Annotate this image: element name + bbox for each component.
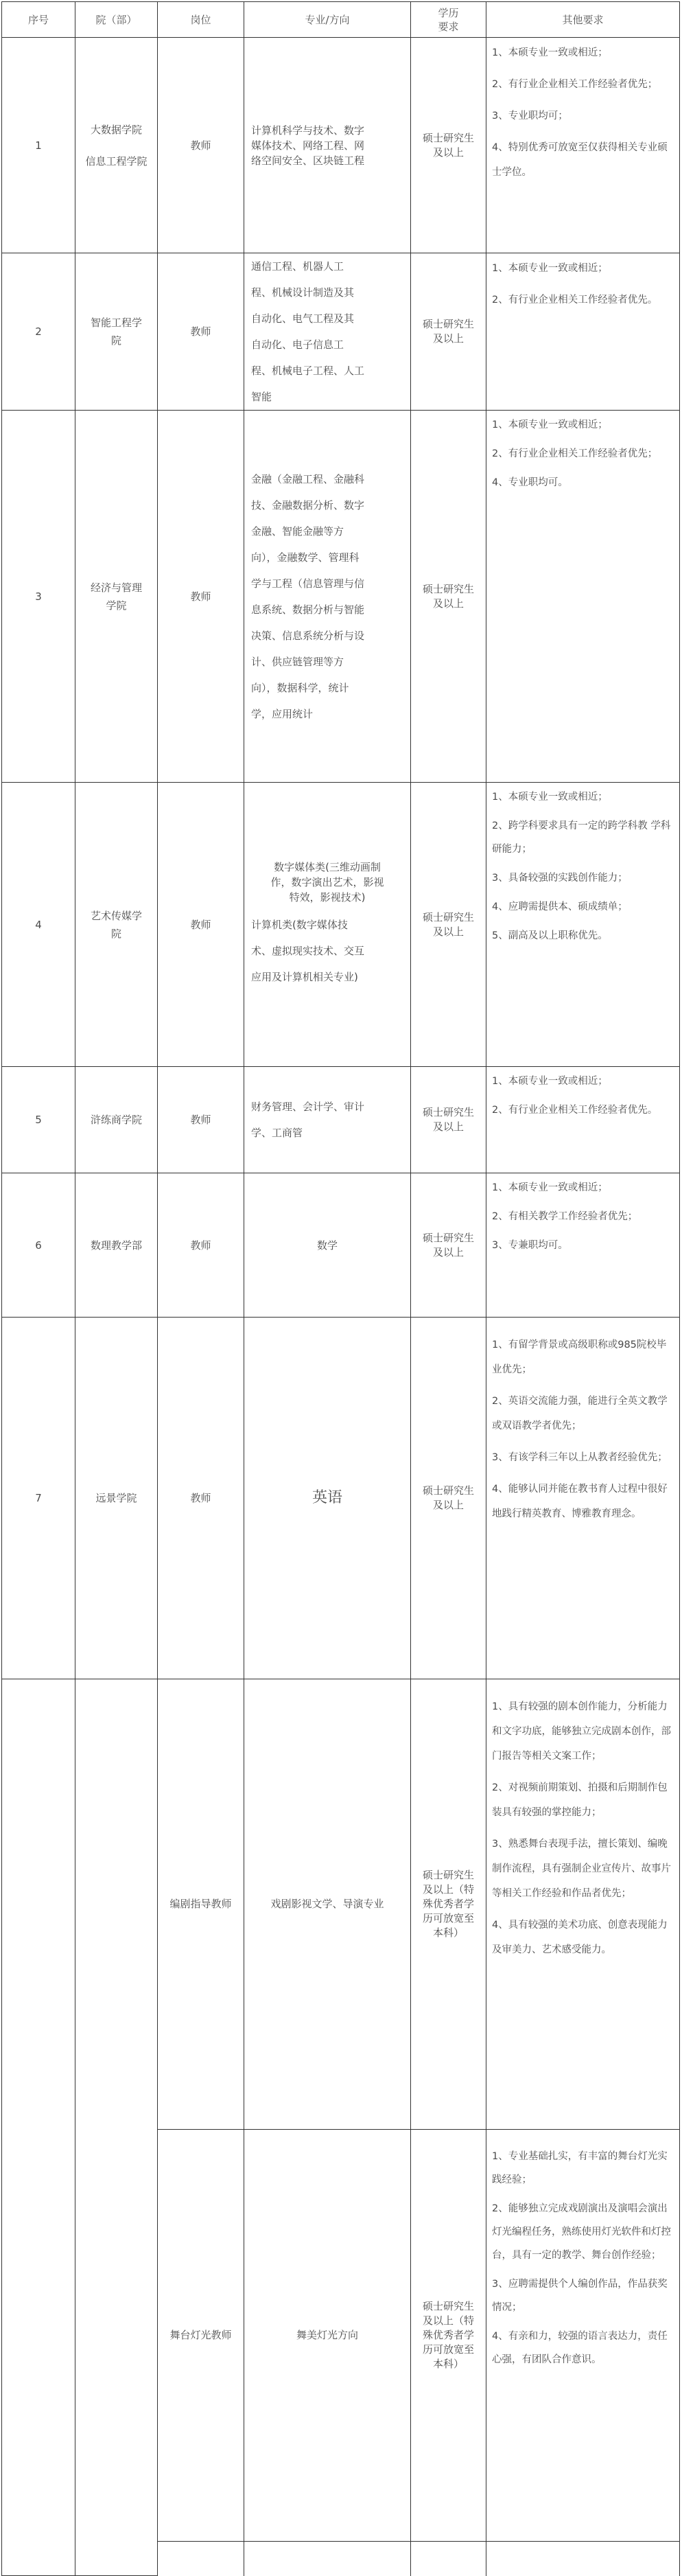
degree-line: 硕士研究生 — [422, 582, 474, 595]
seq-cell: 5 — [2, 1067, 75, 1173]
header-college: 院（部） — [75, 2, 158, 38]
major-cell: 英语 — [244, 1318, 411, 1679]
header-seq: 序号 — [2, 2, 75, 38]
table-row — [2, 411, 680, 783]
header-major: 专业/方向 — [244, 2, 411, 38]
requirement-item: 1、专业基础扎实，有丰富的舞台灯光实践经验； — [492, 2150, 668, 2185]
major-line: 媒体技术、网络工程、网 — [251, 139, 365, 152]
college-line: 数理教学部 — [90, 1239, 142, 1252]
major-line: 术、虚拟现实技术、交互 — [251, 944, 365, 957]
college-line: 信息工程学院 — [85, 154, 148, 168]
college-cell — [75, 1173, 158, 1318]
degree-line: 本科） — [432, 1926, 464, 1939]
major-line: 金融（金融工程、金融科 — [251, 472, 365, 485]
position-cell: 教师 — [158, 1067, 244, 1173]
empty-cell — [244, 2541, 411, 2575]
degree-cell — [411, 1173, 486, 1318]
requirement-item: 2、英语交流能力强，能进行全英文教学或双语教学者优先； — [492, 1396, 668, 1432]
table-row — [2, 1318, 680, 1679]
seq-cell — [2, 1679, 75, 2575]
requirement-item: 5、副高及以上职称优先。 — [492, 930, 608, 942]
requirement-item: 4、具有较强的美术功底、创意表现能力及审美力、艺术感受能力。 — [492, 1919, 668, 1955]
degree-line: 硕士研究生 — [422, 1868, 474, 1881]
requirement-item: 1、本硕专业一致或相近； — [492, 263, 608, 275]
major-line: 学、工商管 — [251, 1127, 303, 1140]
degree-line: 殊优秀者学 — [422, 1897, 474, 1910]
major-cell: 舞美灯光方向 — [244, 2129, 411, 2541]
requirement-item: 2、有行业企业相关工作经验者优先； — [492, 448, 658, 460]
college-line: 远景学院 — [95, 1492, 137, 1505]
major-line: 通信工程、机器人工 — [251, 260, 344, 273]
table-row — [2, 1173, 680, 1318]
table-row — [2, 253, 680, 411]
requirement-item: 4、能够认同并能在教书育人过程中很好地践行精英教育、博雅教育理念。 — [492, 1484, 668, 1520]
major-line: 学与工程（信息管理与信 — [251, 577, 365, 590]
degree-line: 及以上（特 — [422, 1883, 474, 1896]
header-other: 其他要求 — [486, 2, 680, 38]
degree-line: 历可放宽至 — [422, 1911, 474, 1924]
requirement-item: 3、具备较强的实践创作能力； — [492, 873, 628, 884]
college-cell — [75, 783, 158, 1067]
requirement-item: 3、有该学科三年以上从教者经验优先； — [492, 1452, 668, 1464]
position-cell: 教师 — [158, 411, 244, 783]
degree-line: 硕士研究生 — [422, 910, 474, 923]
position-cell: 编剧指导教师 — [158, 1679, 244, 2129]
requirement-item: 2、有行业企业相关工作经验者优先； — [492, 79, 658, 90]
major-line: 作，数字演出艺术，影视 — [270, 875, 384, 888]
table-row — [2, 1679, 680, 2129]
position-cell: 教师 — [158, 1173, 244, 1318]
position-cell: 教师 — [158, 1318, 244, 1679]
requirement-item: 2、能够独立完成戏剧演出及演唱会演出灯光编程任务，熟练使用灯光软件和灯控台，具有一定的教学、舞台创作经验； — [492, 2203, 671, 2261]
degree-cell — [411, 2129, 486, 2541]
requirement-item: 2、跨学科要求具有一定的跨学科教 学科研能力； — [492, 820, 671, 855]
seq-cell: 1 — [2, 38, 75, 253]
requirement-item: 1、本硕专业一致或相近； — [492, 792, 608, 803]
header-degree-line1: 学历 — [438, 6, 459, 19]
degree-cell — [411, 1067, 486, 1173]
header-position: 岗位 — [158, 2, 244, 38]
college-cell — [75, 411, 158, 783]
requirement-item: 4、特别优秀可放宽至仅获得相关专业硕士学位。 — [492, 142, 668, 178]
degree-cell — [411, 38, 486, 253]
major-cell: 戏剧影视文学、导演专业 — [244, 1679, 411, 2129]
requirement-item: 2、对视频前期策划、拍摄和后期制作包装具有较强的掌控能力； — [492, 1782, 668, 1818]
college-line: 智能工程学 — [90, 317, 142, 330]
degree-line: 及以上 — [432, 1120, 464, 1134]
other-cell — [486, 1318, 680, 1679]
seq-cell: 2 — [2, 253, 75, 411]
major-line: 自动化、电气工程及其 — [251, 312, 355, 325]
requirement-item: 4、应聘需提供本、硕成绩单； — [492, 901, 628, 913]
degree-line: 及以上（特 — [422, 2314, 474, 2327]
major-line: 自动化、电子信息工 — [251, 338, 344, 352]
requirement-item: 1、本硕专业一致或相近； — [492, 1182, 608, 1194]
degree-line: 硕士研究生 — [422, 1106, 474, 1119]
degree-line: 硕士研究生 — [422, 318, 474, 331]
requirement-item: 2、有相关教学工作经验者优先； — [492, 1211, 638, 1223]
degree-line: 及以上 — [432, 1245, 464, 1258]
requirement-item: 1、有留学背景或高级职称或985院校毕业优先； — [492, 1339, 667, 1376]
college-line: 学院 — [106, 599, 127, 612]
major-line: 特效，影视技术) — [289, 890, 366, 904]
position-cell: 舞台灯光教师 — [158, 2129, 244, 2541]
degree-line: 硕士研究生 — [422, 1484, 474, 1497]
major-line: 决策、信息系统分析与设 — [251, 629, 365, 642]
major-line: 计算机类(数字媒体技 — [251, 918, 348, 931]
other-cell — [486, 1173, 680, 1318]
requirement-item: 4、有亲和力，较强的语言表达力，责任心强，有团队合作意识。 — [492, 2330, 668, 2365]
degree-line: 硕士研究生 — [422, 2299, 474, 2312]
seq-cell: 3 — [2, 411, 75, 783]
other-cell — [486, 38, 680, 253]
requirement-item: 3、专兼职均可。 — [492, 1240, 568, 1252]
header-row — [2, 2, 680, 38]
seq-cell: 6 — [2, 1173, 75, 1318]
other-cell — [486, 783, 680, 1067]
major-line: 络空间安全、区块链工程 — [251, 154, 365, 167]
college-line: 浒练商学院 — [90, 1114, 142, 1127]
other-cell — [486, 253, 680, 411]
major-line: 息系统、数据分析与智能 — [251, 603, 365, 616]
college-cell — [75, 1318, 158, 1679]
position-cell: 教师 — [158, 253, 244, 411]
major-line: 学，应用统计 — [251, 707, 314, 720]
requirement-item: 3、熟悉舞台表现手法，擅长策划、编晚制作流程，具有强制企业宣传片、故事片等相关工作经验和作品者优先； — [492, 1838, 671, 1899]
major-cell — [244, 783, 411, 1067]
college-line: 艺术传媒学 — [90, 909, 142, 922]
degree-line: 硕士研究生 — [422, 1231, 474, 1244]
requirement-item: 1、本硕专业一致或相近； — [492, 47, 608, 58]
degree-line: 本科） — [432, 2357, 464, 2370]
seq-cell: 7 — [2, 1318, 75, 1679]
college-line: 院 — [110, 334, 121, 347]
table-row — [2, 38, 680, 253]
recruitment-table — [1, 1, 680, 2576]
table-row — [2, 783, 680, 1067]
other-cell — [486, 411, 680, 783]
college-line: 大数据学院 — [90, 123, 142, 136]
degree-line: 及以上 — [432, 332, 464, 345]
major-line: 向），数据科学，统计 — [251, 681, 349, 694]
degree-line: 历可放宽至 — [422, 2343, 474, 2356]
other-cell — [486, 1067, 680, 1173]
college-cell — [75, 1679, 158, 2575]
requirement-item: 2、有行业企业相关工作经验者优先。 — [492, 1105, 658, 1116]
degree-line: 硕士研究生 — [422, 131, 474, 144]
major-line: 程、机械电子工程、人工 — [251, 365, 365, 378]
requirement-item: 1、本硕专业一致或相近； — [492, 1076, 608, 1088]
major-line: 智能 — [251, 391, 272, 404]
other-cell — [486, 1679, 680, 2129]
position-cell: 教师 — [158, 38, 244, 253]
degree-line: 及以上 — [432, 597, 464, 610]
requirement-item: 3、应聘需提供个人编创作品，作品获奖情况； — [492, 2278, 668, 2313]
major-line: 计算机科学与技术、数字 — [251, 124, 365, 137]
requirement-item: 3、专业职均可； — [492, 111, 568, 122]
empty-cell — [486, 2541, 680, 2575]
major-line: 数字媒体类(三维动画制 — [274, 860, 381, 873]
major-cell — [244, 38, 411, 253]
header-degree — [411, 2, 486, 38]
seq-cell: 4 — [2, 783, 75, 1067]
college-line: 经济与管理 — [90, 581, 142, 594]
major-line: 程、机械设计制造及其 — [251, 286, 355, 299]
college-cell — [75, 1067, 158, 1173]
major-line: 财务管理、会计学、审计 — [251, 1101, 365, 1114]
college-cell — [75, 253, 158, 411]
major-cell: 数学 — [244, 1173, 411, 1318]
other-cell — [486, 2129, 680, 2541]
degree-cell — [411, 1318, 486, 1679]
degree-line: 殊优秀者学 — [422, 2328, 474, 2341]
major-line: 应用及计算机相关专业) — [251, 970, 358, 983]
degree-line: 及以上 — [432, 146, 464, 159]
requirement-item: 2、有行业企业相关工作经验者优先。 — [492, 295, 658, 306]
major-cell — [244, 1067, 411, 1173]
header-degree-line2: 要求 — [438, 20, 459, 33]
degree-line: 及以上 — [432, 925, 464, 938]
degree-cell — [411, 783, 486, 1067]
major-line: 金融、智能金融等方 — [251, 525, 344, 538]
position-cell: 教师 — [158, 783, 244, 1067]
degree-cell — [411, 1679, 486, 2129]
major-line: 计、供应链管理等方 — [251, 655, 344, 668]
major-line: 技、金融数据分析、数字 — [251, 498, 365, 511]
degree-cell — [411, 253, 486, 411]
table-row — [2, 1067, 680, 1173]
major-cell — [244, 411, 411, 783]
requirement-item: 1、本硕专业一致或相近； — [492, 419, 608, 431]
college-line: 院 — [110, 927, 121, 940]
college-cell — [75, 38, 158, 253]
degree-cell — [411, 411, 486, 783]
degree-line: 及以上 — [432, 1499, 464, 1512]
empty-cell — [411, 2541, 486, 2575]
requirement-item: 1、具有较强的剧本创作能力，分析能力和文字功底，能够独立完成剧本创作，部门报告等相关文案工作； — [492, 1701, 671, 1762]
empty-cell — [158, 2541, 244, 2575]
requirement-item: 4、专业职均可。 — [492, 477, 568, 489]
major-cell — [244, 253, 411, 411]
major-line: 向），金融数学、管理科 — [251, 551, 360, 564]
